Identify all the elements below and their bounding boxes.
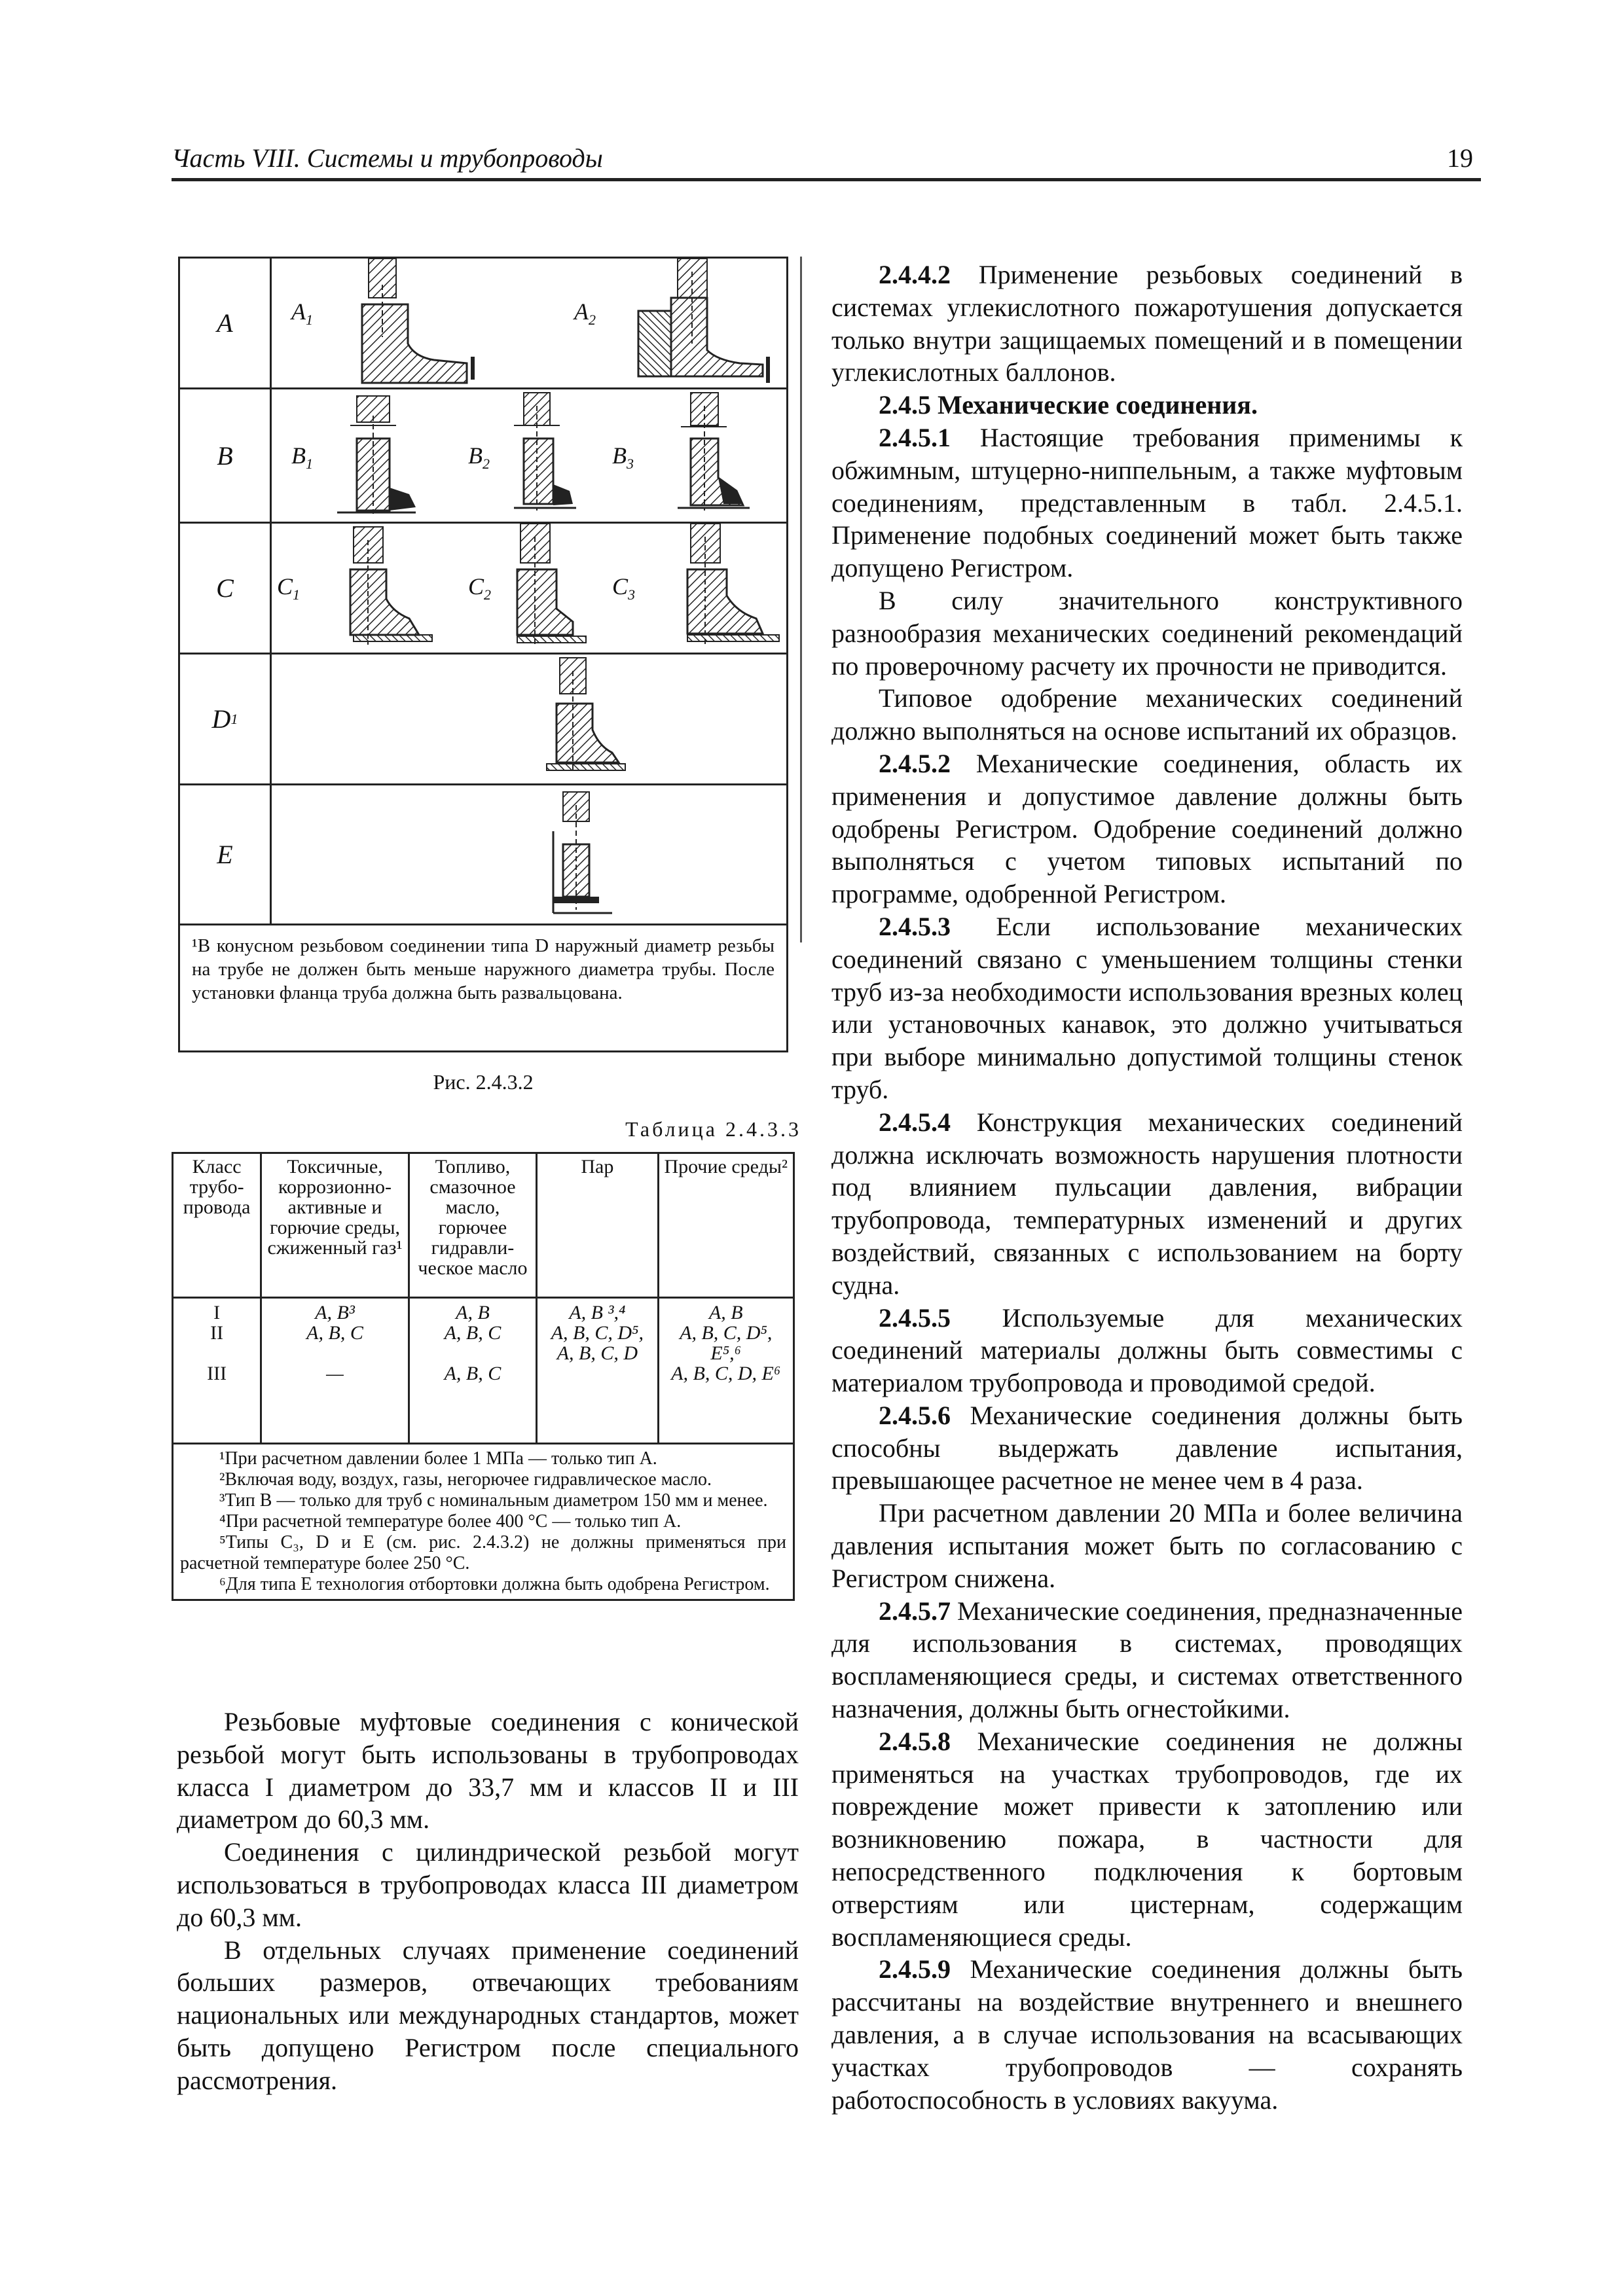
paragraph: 2.4.5.6 Механические соединения должны быть способны выдержать давление испытания, превышающее расчетное не менее чем в 4 раза. (831, 1400, 1463, 1496)
table-header-cell: Токсичные, коррозионно-активные и горючие среды, сжиженный газ¹ (261, 1153, 409, 1298)
joint-a2-drawing (625, 259, 795, 389)
paragraph: 2.4.5.7 Механические соединения, предназначенные для использования в системах, проводящих воспламеняющиеся среды, и системах ответственного назначения, должны быть огнестойкими. (831, 1596, 1463, 1724)
paragraph: 2.4.5.3 Если использование механических соединений связано с уменьшением толщины стенки труб из-за необходимости использования врезных колец или установочных канавок, это должно учитываться при выборе минимально допустимой толщины стенок труб. (831, 911, 1463, 1104)
header-title: Часть VIII. Системы и трубопроводы (172, 143, 603, 173)
paragraph: Типовое одобрение механических соединений должно выполняться на основе испытаний их образцов. (831, 683, 1463, 746)
joint-a1-drawing (356, 259, 500, 389)
paragraph: 2.4.5.1 Настоящие требования применимы к обжимным, штуцерно-ниппельным, а также муфтовым соединениям, представленным в табл. 2.4.5.1. Применение подобных соединений может быть также допущено Регистром. (831, 422, 1463, 583)
row-label: A (180, 259, 272, 387)
joint-d-drawing (540, 658, 671, 785)
table-notes (173, 1444, 794, 1600)
table-cell: A, B³ A, B, C — (261, 1298, 409, 1444)
table-note: ³Тип B — только для труб с номинальным диаметром 150 мм и менее. (219, 1490, 768, 1511)
table-note: ¹При расчетном давлении более 1 МПа — только тип A. (219, 1448, 657, 1469)
paragraph: 2.4.5.8 Механические соединения не должны применяться на участках трубопроводов, где их повреждение может привести к затоплению или возникновению пожара, в частности для непосредственного подключения к бортовым отверстиям или цистернам, содержащим воспламеняющиеся среды. (831, 1726, 1463, 1952)
section-heading: 2.4.5 Механические соединения. (879, 390, 1258, 420)
table-note: ⁶Для типа E технология отбортовки должна быть одобрена Регистром. (219, 1574, 770, 1594)
right-body-text (831, 259, 1463, 2116)
joint-c1-drawing (327, 527, 458, 655)
variant-label: $A_2$ (574, 298, 596, 329)
table-cell: A, B A, B, C A, B, C (409, 1298, 536, 1444)
joint-c3-drawing (678, 524, 789, 655)
table-header-cell: Класс трубо-провода (173, 1153, 261, 1298)
joint-b1-drawing (331, 396, 422, 520)
table-cell: A, B A, B, C, D⁵, E⁵,⁶ A, B, C, D, E⁶ (658, 1298, 793, 1444)
table-cell: A, B ³,⁴ A, B, C, D⁵, A, B, C, D (537, 1298, 658, 1444)
paragraph: Резьбовые муфтовые соединения с конической резьбой могут быть использованы в трубопроводах класса I диаметром до 33,7 мм и классов II и III диаметром до 60,3 мм. (177, 1707, 799, 1835)
table-notes-row (173, 1444, 794, 1600)
joint-b3-drawing (665, 393, 776, 520)
variant-label: $A_1$ (291, 298, 313, 329)
figure-row-a (180, 259, 786, 389)
joint-e-drawing (540, 792, 645, 923)
figure-row-d (180, 655, 786, 785)
table-header-cell: Пар (537, 1153, 658, 1298)
variant-label: $B_2$ (468, 442, 490, 473)
table-header-cell: Топливо, смазочное масло, горючее гидравли-ческое масло (409, 1153, 536, 1298)
table-cell: I II III (173, 1298, 261, 1444)
table-header-cell: Прочие среды² (658, 1153, 793, 1298)
page-number: 19 (1447, 143, 1473, 173)
variant-label: $C_2$ (468, 573, 492, 603)
paragraph: Соединения с цилиндрической резьбой могут использоваться в трубопроводах класса III диаметром до 60,3 мм. (177, 1837, 799, 1932)
pipe-class-table (172, 1152, 795, 1601)
paragraph: 2.4.5.5 Используемые для механических соединений материалы должны быть совместимы с материалом трубопровода и проводимой средой. (831, 1302, 1463, 1398)
variant-label: $C_3$ (612, 573, 636, 603)
page-header (172, 139, 1481, 181)
figure-caption: Рис. 2.4.3.2 (433, 1070, 534, 1094)
paragraph: 2.4.4.2 Применение резьбовых соединений в системах углекислотного пожаротушения допускается только внутри защищаемых помещений и в помещении углекислотных баллонов. (831, 260, 1463, 387)
table-note: ²Включая воду, воздух, газы, негорючее гидравлическое масло. (219, 1469, 712, 1490)
paragraph: В отдельных случаях применение соединений больших размеров, отвечающих требованиям национальных или международных стандартов, может быть допущено Регистром после специального рассмотрения. (177, 1935, 799, 2095)
table-header-row (173, 1153, 794, 1298)
row-label: E (180, 785, 272, 924)
paragraph: 2.4.5.2 Механические соединения, область их применения и допустимое давление должны быть одобрены Регистром. Одобрение соединений должно выполняться с учетом типовых испытаний по программе, одобренной Регистром. (831, 748, 1463, 909)
figure-row-c (180, 524, 786, 655)
table-row (173, 1298, 794, 1444)
row-label: B (180, 389, 272, 522)
variant-label: $B_1$ (291, 442, 313, 473)
figure-footnote: ¹В конусном резьбовом соединении типа D наружный диаметр резьбы на трубе не должен быть меньше наружного диаметра трубы. После установки фланца труба должна быть развальцована. (192, 935, 775, 1003)
row-label: D 1 (180, 655, 272, 783)
figure-row-e (180, 785, 786, 925)
column-rule (800, 257, 802, 942)
joint-c2-drawing (501, 524, 599, 655)
paragraph: В силу значительного конструктивного разнообразия механических соединений рекомендаций по проверочному расчету их прочности не приводится. (831, 585, 1463, 681)
joint-b2-drawing (501, 393, 586, 520)
row-label: C (180, 524, 272, 653)
left-body-text (177, 1706, 799, 2097)
table-note: ⁵Типы C₃, D и E (см. рис. 2.4.3.2) не должны применяться при расчетной температуре более 250 °С. (180, 1532, 786, 1573)
variant-label: $B_3$ (612, 442, 634, 473)
table-note: ⁴При расчетной температуре более 400 °С — только тип A. (219, 1511, 682, 1532)
table-caption: Таблица 2.4.3.3 (625, 1117, 801, 1141)
variant-label: $C_1$ (277, 573, 301, 603)
joint-types-figure (178, 257, 788, 1052)
paragraph: При расчетном давлении 20 МПа и более величина давления испытания может быть по согласованию с Регистром снижена. (831, 1498, 1463, 1593)
paragraph: 2.4.5.4 Конструкция механических соединений должна исключать возможность нарушения плотности под влиянием пульсации давления, вибрации трубопровода, температурных изменений и других воздействий, связанных с использованием на борту судна. (831, 1107, 1463, 1300)
paragraph: 2.4.5.9 Механические соединения должны быть рассчитаны на воздействие внутреннего и внешнего давления, а в случае использования на всасывающих участках трубопроводов — сохранять работоспособность в условиях вакуума. (831, 1954, 1463, 2115)
figure-row-b (180, 389, 786, 524)
